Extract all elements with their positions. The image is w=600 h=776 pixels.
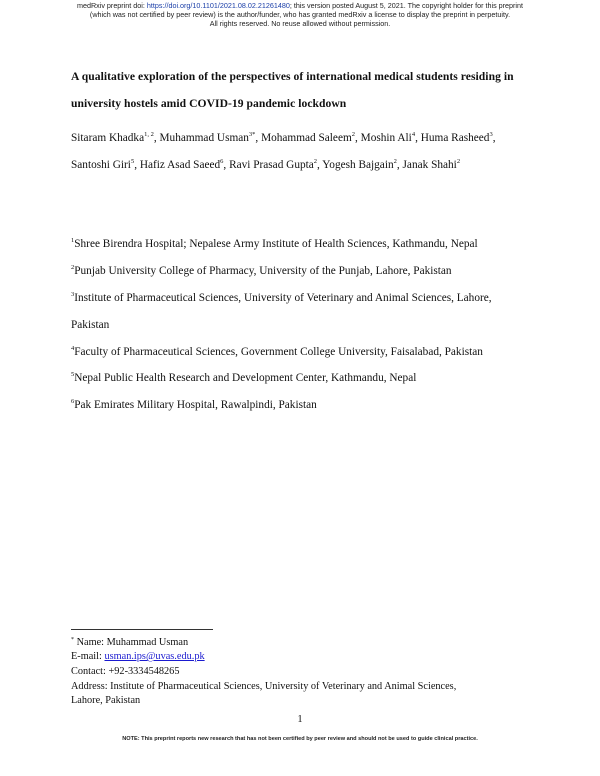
author: Janak Shahi$^2$ bbox=[402, 158, 461, 171]
affiliation: $^2$Punjab University College of Pharmacy, University of the Punjab, Lahore, Pakistan bbox=[71, 264, 452, 277]
paper-title-line-1: A qualitative exploration of the perspectives of international medical students residing in bbox=[71, 70, 514, 83]
footnote-name: * Name: Muhammad Usman bbox=[71, 637, 189, 648]
affiliation: $^1$Shree Birendra Hospital; Nepalese Army Institute of Health Sciences, Kathmandu, Nepal bbox=[71, 237, 478, 250]
author-list-line-2 bbox=[71, 159, 460, 171]
author-list-line-1 bbox=[71, 132, 496, 144]
paper-title-line-2: university hostels amid COVID-19 pandemic lockdown bbox=[71, 97, 347, 110]
affiliation: $^4$Faculty of Pharmaceutical Sciences, Government College University, Faisalabad, Pakistan bbox=[71, 345, 483, 358]
author: Ravi Prasad Gupta$^2$, bbox=[229, 158, 323, 171]
affiliation-continuation: Pakistan bbox=[71, 319, 110, 331]
page-number: 1 bbox=[297, 714, 303, 725]
affiliation: $^3$Institute of Pharmaceutical Sciences, University of Veterinary and Animal Sciences, Lahore, bbox=[71, 291, 492, 304]
author: Hafiz Asad Saeed$^6$, bbox=[139, 158, 230, 171]
header-line-2: (which was not certified by peer review) is the author/funder, who has granted medRxiv a license to display the preprint in perpetuity. bbox=[89, 10, 511, 19]
author: Moshin Ali$^4$, bbox=[360, 131, 421, 144]
footnote-divider bbox=[71, 629, 213, 630]
footnote-contact: Contact: +92-3334548265 bbox=[71, 666, 180, 677]
header-line-1: medRxiv preprint doi: https://doi.org/10.1101/2021.08.02.21261480; this version posted August 5, 2021. The copyright holder for this preprint bbox=[76, 1, 524, 10]
footnote-address-continuation: Lahore, Pakistan bbox=[71, 695, 141, 706]
header-line-3: All rights reserved. No reuse allowed without permission. bbox=[209, 19, 391, 28]
affiliation: $^5$Nepal Public Health Research and Development Center, Kathmandu, Nepal bbox=[71, 371, 417, 384]
affiliation: $^6$Pak Emirates Military Hospital, Rawalpindi, Pakistan bbox=[71, 398, 317, 411]
author: Muhammad Usman$^{3*}$, bbox=[159, 131, 262, 144]
email-link[interactable]: usman.ips@uvas.edu.pk bbox=[104, 651, 205, 662]
preprint-disclaimer: NOTE: This preprint reports new research that has not been certified by peer review and should not be used to guide clinical practice. bbox=[122, 736, 478, 742]
author: Santoshi Giri$^5$, bbox=[71, 158, 140, 171]
footnote-address: Address: Institute of Pharmaceutical Sciences, University of Veterinary and Animal Sciences, bbox=[71, 681, 457, 692]
author: Mohammad Saleem$^2$, bbox=[261, 131, 361, 144]
preprint-header bbox=[0, 1, 600, 28]
footnote-email: E-mail: usman.ips@uvas.edu.pk bbox=[71, 651, 205, 662]
author: Sitaram Khadka$^{1, 2}$, bbox=[71, 131, 160, 144]
doi-link[interactable]: https://doi.org/10.1101/2021.08.02.21261480 bbox=[146, 1, 290, 10]
author: Yogesh Bajgain$^2$, bbox=[322, 158, 403, 171]
author: Huma Rasheed$^3$, bbox=[420, 131, 496, 144]
